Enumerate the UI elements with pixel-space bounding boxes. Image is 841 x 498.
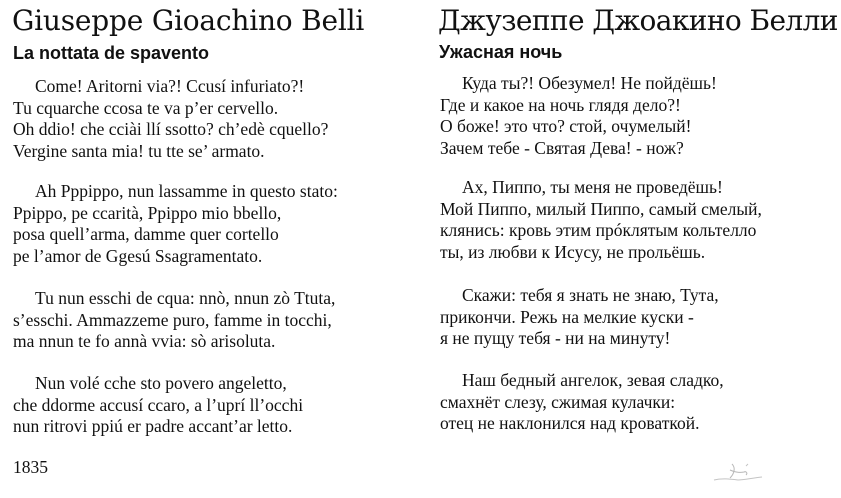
italian-title: La nottata de spavento [13, 43, 210, 63]
verse-line: Oh ddio! che cciài llí ssotto? ch’edè cquello? [13, 119, 329, 139]
verse-line: Nun volé cche sto povero angeletto, [35, 373, 287, 393]
verse-line: смахнёт слезу, сжимая кулачки: [440, 391, 676, 412]
verse-line: клянись: кровь этим прóклятым кольтелло [440, 220, 757, 240]
signature-icon [712, 458, 764, 484]
verse-line: Vergine santa mia! tu tte se’ armato. [13, 140, 265, 161]
russian-stanza-2 [440, 177, 762, 263]
verse-line: Ppippo, pe ccarità, Ppippo mio bbello, [13, 202, 282, 223]
verse-line: nun ritrovi ppiú er padre accant’ar letto. [13, 416, 293, 436]
russian-title: Ужасная ночь [439, 42, 563, 62]
russian-author: Джузеппе Джоакино Белли [438, 4, 838, 37]
verse-line: posa quell’arma, damme quer cortello [13, 224, 279, 244]
verse-line: Ah Pppippo, nun lassamme in questo stato: [35, 181, 338, 201]
verse-line: Tu nun esschi de cqua: nnò, nnun zò Ttuta, [35, 288, 336, 308]
verse-line: Куда ты?! Обезумел! Не пойдёшь! [462, 73, 717, 93]
verse-line: Ах, Пиппо, ты меня не проведёшь! [462, 177, 723, 197]
russian-column [422, 0, 841, 498]
verse-line: Скажи: тебя я знать не знаю, Тута, [462, 285, 719, 305]
russian-stanza-3 [440, 285, 719, 350]
verse-line: я не пущу тебя - ни на минуту! [440, 328, 671, 348]
verse-line: ты, из любви к Исусу, не прольёшь. [440, 241, 706, 262]
year: 1835 [13, 457, 48, 477]
verse-line: Come! Aritorni via?! Ccusí infuriato?! [35, 76, 305, 96]
verse-line: прикончи. Режь на мелкие куски - [440, 306, 694, 327]
italian-stanza-3 [13, 288, 335, 353]
verse-line: Мой Пиппо, милый Пиппо, самый смелый, [440, 198, 762, 219]
italian-column [0, 0, 410, 498]
russian-stanza-4 [440, 370, 724, 435]
verse-line: Где и какое на ночь глядя дело?! [440, 94, 681, 115]
verse-line: pe l’amor de Ggesú Ssagramentato. [13, 245, 263, 266]
verse-line: ma nnun te fo annà vvia: sò arisoluta. [13, 331, 276, 351]
verse-line: О боже! это что? стой, очумелый! [440, 116, 692, 136]
italian-author: Giuseppe Gioachino Belli [12, 4, 365, 37]
verse-line: che ddorme accusí ccaro, a l’uprí ll’occhi [13, 394, 304, 415]
italian-stanza-4 [13, 373, 303, 438]
russian-stanza-1 [440, 73, 717, 159]
verse-line: Зачем тебе - Святая Дева! - нож? [440, 137, 684, 158]
italian-stanza-1 [13, 76, 328, 162]
verse-line: s’esschi. Ammazzeme puro, famme in tocchi, [13, 309, 332, 330]
verse-line: отец не наклонился над кроваткой. [440, 413, 700, 433]
verse-line: Наш бедный ангелок, зевая сладко, [462, 370, 724, 390]
italian-stanza-2 [13, 181, 338, 267]
verse-line: Tu cquarche ccosa te va p’er cervello. [13, 97, 279, 118]
